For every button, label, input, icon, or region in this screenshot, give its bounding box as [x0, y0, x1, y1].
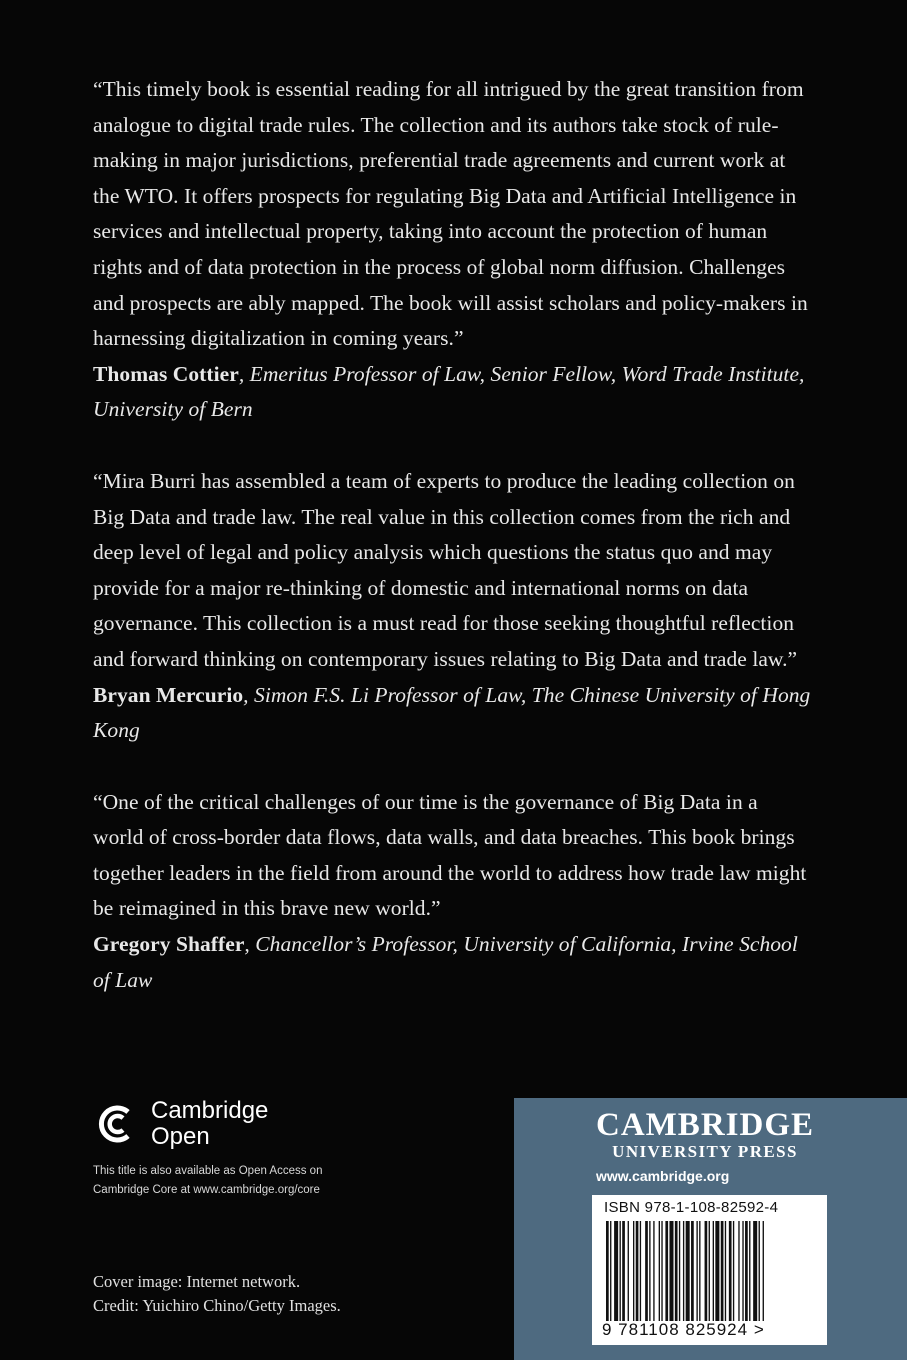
endorser-role: , Simon F.S. Li Professor of Law, The Chinese University of Hong Kong	[93, 682, 811, 743]
endorser-name: Gregory Shaffer	[93, 932, 245, 957]
press-name-line-2: UNIVERSITY PRESS	[612, 1142, 798, 1161]
endorsement-1	[93, 72, 813, 428]
barcode-bar	[713, 1221, 714, 1321]
endorser-role: , Emeritus Professor of Law, Senior Fellow, Word Trade Institute, University of Bern	[93, 361, 805, 422]
endorsement-quote: “Mira Burri has assembled a team of experts to produce the leading collection on Big Data and trade law. The real value in this collection comes from the rich and deep level of legal and policy analysis which questions the status quo and may provide for a major re-thinking of domestic and international norms on data governance. This collection is a must read for those seeking thoughtful reflection and forward thinking on contemporary issues relating to Big Data and trade law.”	[93, 468, 798, 671]
endorser-name: Bryan Mercurio	[93, 682, 244, 707]
endorsement-attribution	[93, 357, 813, 428]
barcode-bar	[628, 1221, 629, 1321]
endorsement-2	[93, 464, 813, 749]
publisher-panel	[514, 1098, 907, 1360]
barcode-bar	[691, 1221, 694, 1321]
barcode-bar	[705, 1221, 708, 1321]
barcode-bar	[733, 1221, 734, 1321]
barcode-bar	[753, 1221, 757, 1321]
wordmark-line-1: Cambridge	[151, 1097, 269, 1124]
wordmark-line-2: Open	[151, 1123, 210, 1150]
endorser-name: Thomas Cottier	[93, 361, 239, 386]
barcode-bar	[606, 1221, 609, 1321]
cambridge-open-c-icon	[93, 1101, 139, 1147]
barcode-bar	[661, 1221, 662, 1321]
endorser-role: , Chancellor’s Professor, University of California, Irvine School of Law	[93, 932, 798, 992]
barcode-bar	[645, 1221, 648, 1321]
barcode-bar	[749, 1221, 750, 1321]
barcode-bar	[742, 1221, 743, 1321]
press-name-line-1: CAMBRIDGE	[596, 1107, 815, 1143]
barcode-bar	[763, 1221, 764, 1321]
publisher-website: www.cambridge.org	[596, 1168, 730, 1184]
barcode-bar	[640, 1221, 641, 1321]
barcode-bar	[669, 1221, 673, 1321]
cover-image-line: Cover image: Internet network.	[93, 1272, 301, 1291]
barcode-bar	[715, 1221, 719, 1321]
barcode-bar	[738, 1221, 739, 1321]
barcode-bar	[665, 1221, 668, 1321]
barcode-bar	[721, 1221, 724, 1321]
isbn-number: ISBN 978-1-108-82592-4	[604, 1199, 779, 1216]
barcode-bar	[745, 1221, 748, 1321]
barcode-bar	[649, 1221, 650, 1321]
endorsement-attribution	[93, 927, 813, 998]
barcode-bars	[606, 1221, 814, 1321]
barcode-bar	[699, 1221, 700, 1321]
barcode-bar	[610, 1221, 611, 1321]
open-access-note-line-2: Cambridge Core at www.cambridge.org/core	[93, 1184, 320, 1196]
barcode-bar	[696, 1221, 697, 1321]
barcode-digits: 9 781108 825924 >	[602, 1320, 765, 1339]
endorsements	[93, 72, 813, 1034]
barcode-bar	[622, 1221, 625, 1321]
barcode-bar	[614, 1221, 618, 1321]
barcode-bar	[725, 1221, 726, 1321]
credit-line: Credit: Yuichiro Chino/Getty Images.	[93, 1296, 341, 1315]
barcode-bar	[620, 1221, 621, 1321]
endorsement-3	[93, 785, 813, 999]
barcode-bar	[729, 1221, 732, 1321]
cover-credits	[93, 1270, 341, 1318]
barcode-bar	[683, 1221, 684, 1321]
open-access-note	[93, 1162, 393, 1200]
open-access-note-line-1: This title is also available as Open Access on	[93, 1165, 323, 1177]
cambridge-open-wordmark	[151, 1098, 268, 1150]
cambridge-university-press-logo	[596, 1108, 814, 1162]
barcode-bar	[759, 1221, 760, 1321]
barcode-bar	[659, 1221, 660, 1321]
endorsement-quote: “This timely book is essential reading for all intrigued by the great transition from analogue to digital trade rules. The collection and its authors take stock of rule-making in major jurisdictions, preferential trade agreements and current work at the WTO. It offers prospects for regulating Big Data and Artificial Intelligence in services and intellectual property, taking into account the protection of human rights and of data protection in the process of global norm diffusion. Challenges and prospects are ably mapped. The book will assist scholars and policy-makers in harnessing digitalization in coming years.”	[93, 77, 808, 351]
cambridge-open-logo	[93, 1098, 393, 1150]
barcode-bar	[679, 1221, 680, 1321]
barcode-bar	[686, 1221, 690, 1321]
barcode-bar	[636, 1221, 639, 1321]
endorsement-quote: “One of the critical challenges of our time is the governance of Big Data in a world of cross-border data flows, data walls, and data breaches. This book brings together leaders in the field from around the world to address how trade law might be reimagined in this brave new world.”	[93, 789, 807, 921]
cambridge-open-block	[93, 1098, 393, 1200]
barcode-bar	[709, 1221, 710, 1321]
barcode-bar	[653, 1221, 654, 1321]
isbn-barcode	[592, 1195, 827, 1345]
endorsement-attribution	[93, 678, 813, 749]
barcode-bar	[633, 1221, 634, 1321]
barcode-bar	[675, 1221, 678, 1321]
